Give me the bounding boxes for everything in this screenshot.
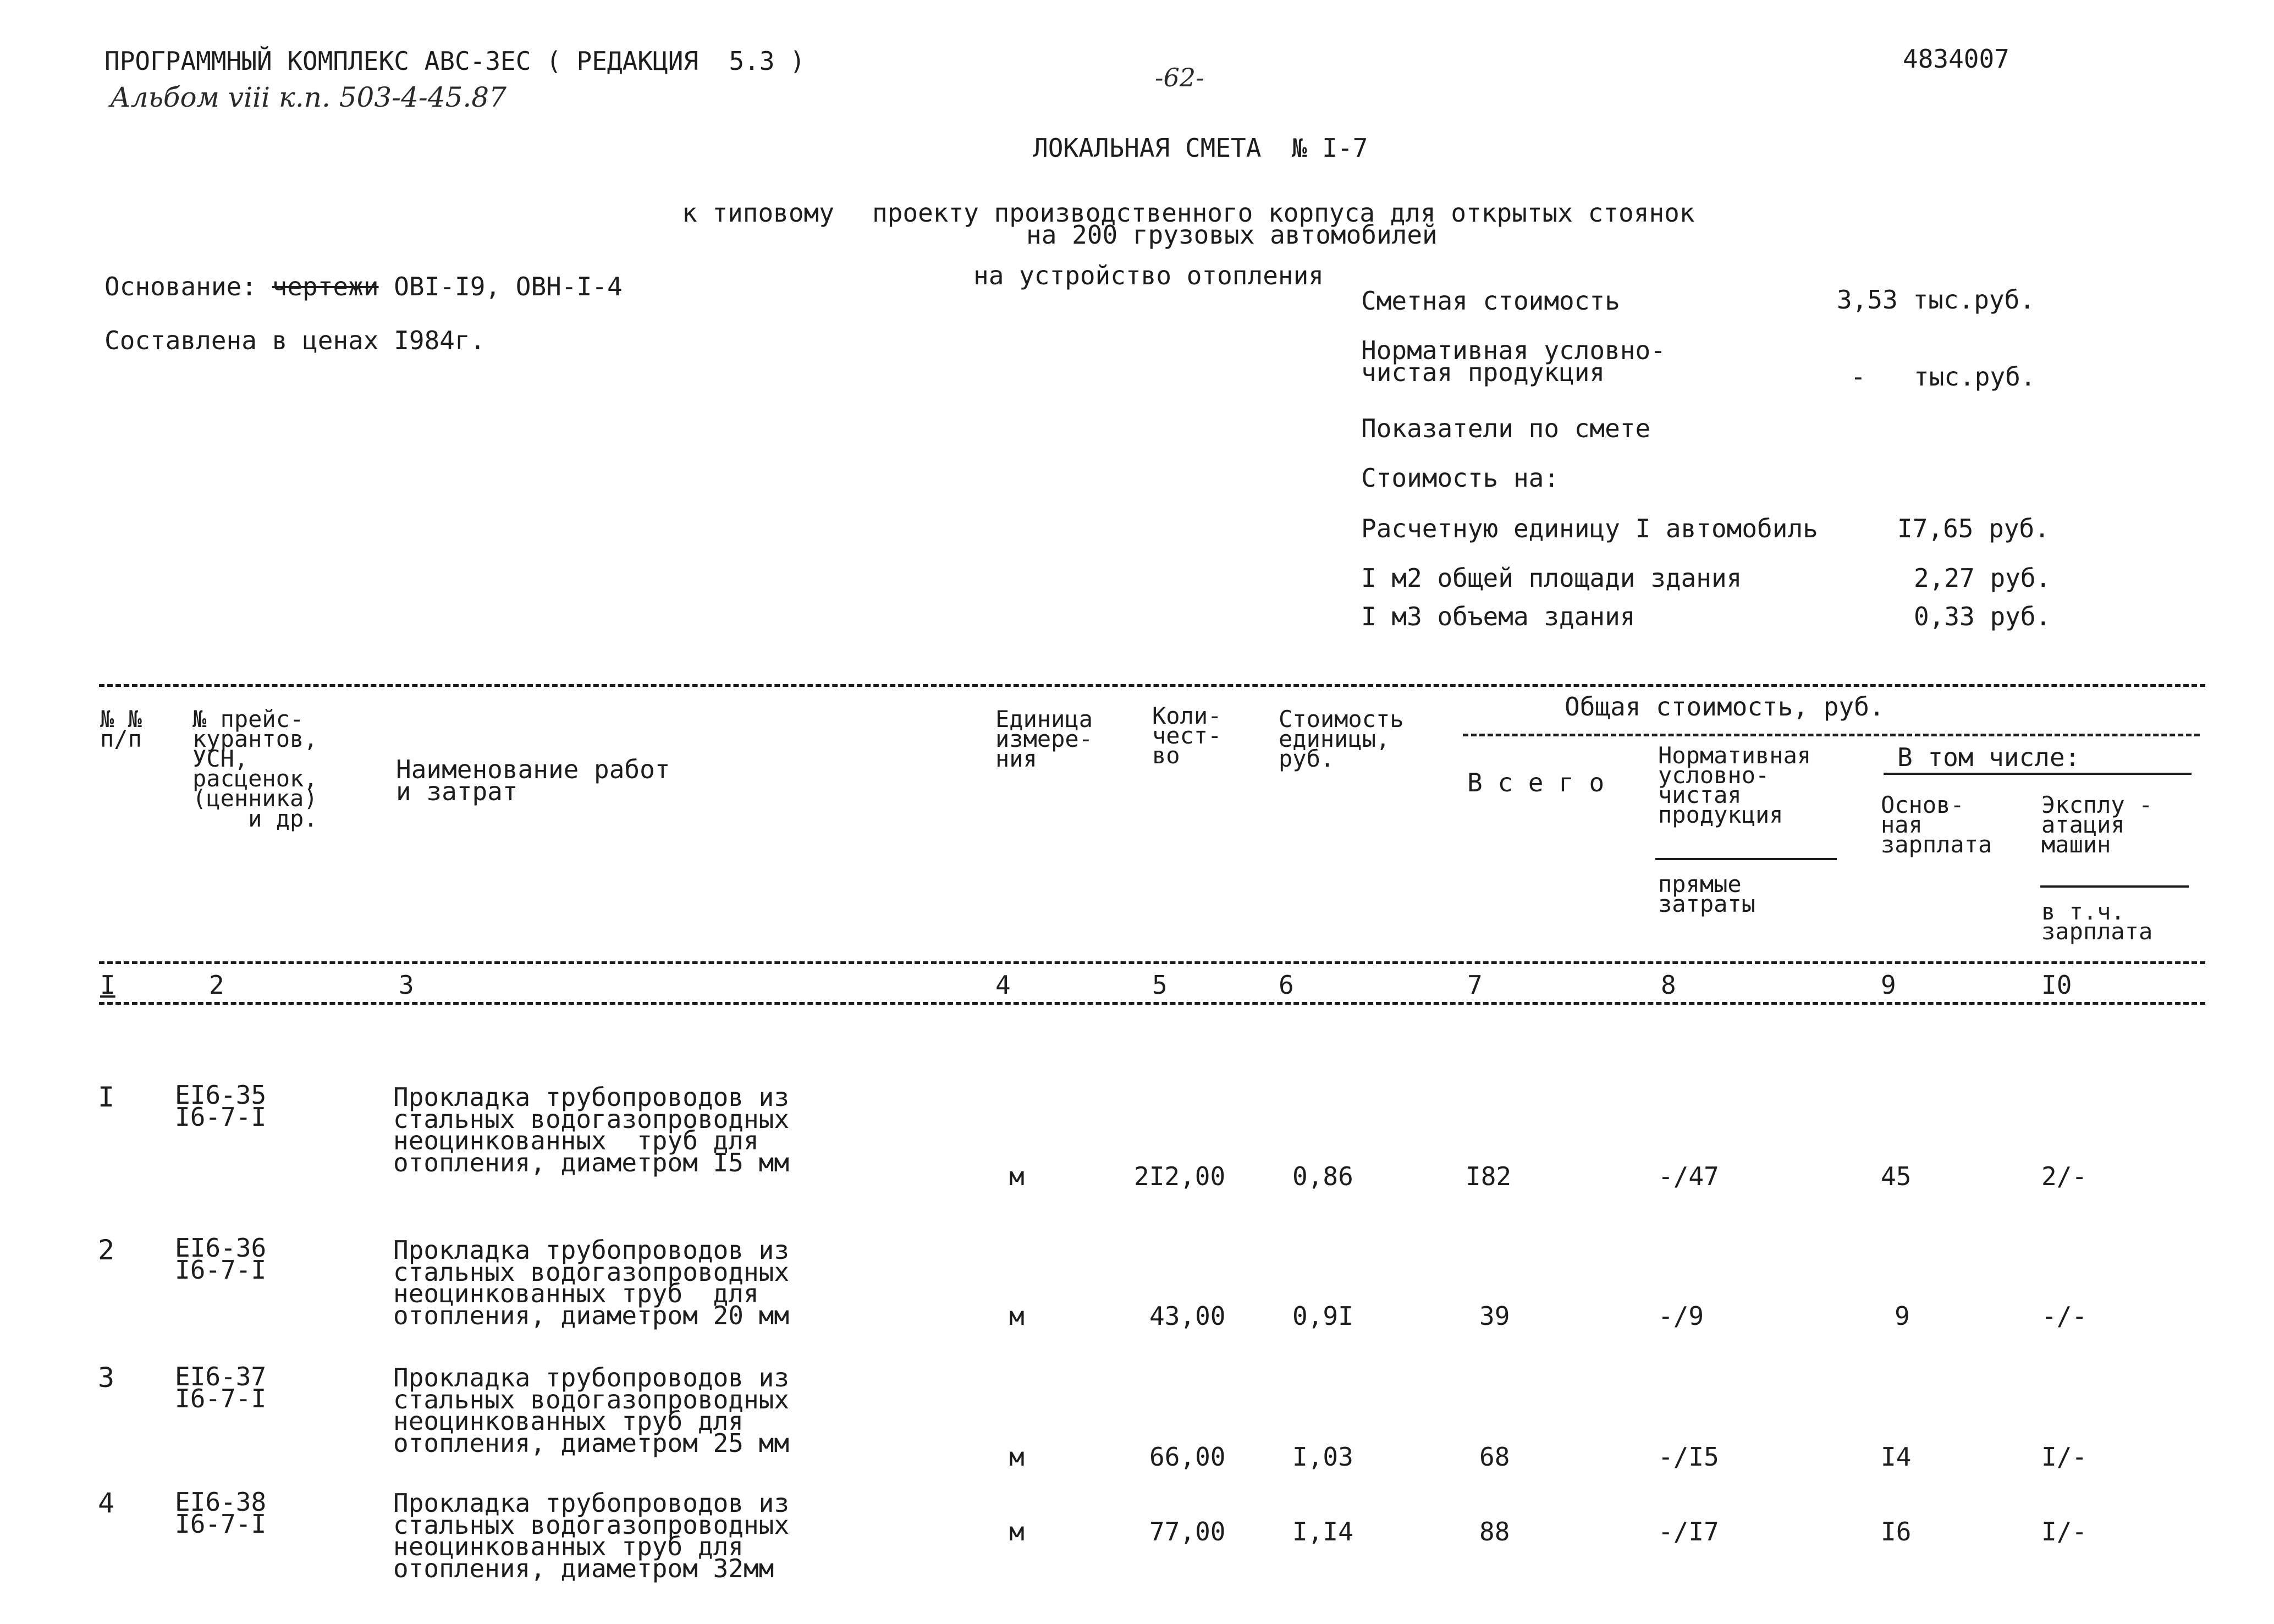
row-4-num: 4 (98, 1487, 115, 1519)
per-unit-value: I7,65 руб. (1897, 514, 2050, 543)
row-2-qty: 43,00 (1149, 1301, 1226, 1331)
row-1-total: I82 (1466, 1161, 1512, 1191)
row-1-num: I (98, 1081, 115, 1113)
row-3-qty: 66,00 (1149, 1442, 1226, 1472)
estimated-cost-value: 3,53 тыс.руб. (1837, 285, 2035, 315)
project-line-2: на 200 грузовых автомобилей (1026, 220, 1438, 250)
basis-struck-word: чертежи (272, 272, 379, 301)
header-qty: Коли- чест- во (1152, 702, 1222, 769)
column-number-6: 6 (1279, 970, 1294, 1000)
header-direct-costs: прямые затраты (1658, 871, 1756, 918)
column-number-2: 2 (209, 970, 224, 1000)
cost-on-label: Стоимость на: (1361, 463, 1560, 493)
row-1-norm: -/47 (1658, 1161, 1719, 1191)
basis-label: Основание: (104, 272, 257, 301)
estimated-cost-label: Сметная стоимость (1361, 286, 1620, 316)
header-name: Наименование работ и затрат (396, 755, 670, 806)
incl-rule (1884, 773, 2192, 775)
row-1-machines: 2/- (2041, 1161, 2088, 1191)
header-wage: Основ- ная зарплата (1881, 791, 1992, 858)
column-number-7: 7 (1467, 970, 1483, 1000)
row-2-machines: -/- (2041, 1301, 2088, 1331)
row-2-num: 2 (98, 1234, 115, 1266)
row-3-total: 68 (1479, 1442, 1510, 1472)
header-machines: Эксплу - атация машин (2041, 791, 2153, 858)
row-1-price: 0,86 (1292, 1161, 1353, 1191)
page-number: -62- (1155, 63, 1204, 92)
row-4-unit: м (1009, 1517, 1025, 1546)
row-3-norm: -/I5 (1658, 1442, 1719, 1472)
row-4-name: Прокладка трубопроводов из стальных водогазопроводных неоцинкованных труб для отопления, диаметром 32мм (393, 1488, 790, 1583)
row-4-price: I,I4 (1292, 1517, 1353, 1546)
row-4-machines: I/- (2041, 1517, 2088, 1546)
header-machines-wage: в т.ч. зарплата (2041, 898, 2153, 945)
table-top-rule (99, 684, 2205, 687)
prices-note: Составлена в ценах I984г. (104, 326, 486, 355)
header-unit: Единица измере- ния (995, 706, 1093, 773)
per-m3-label: I м3 объема здания (1361, 602, 1636, 631)
column-number-3: 3 (399, 970, 414, 1000)
header-codes: № прейс- курантов, УСН, расценок, (ценника) и др. (192, 706, 318, 832)
estimate-title: ЛОКАЛЬНАЯ СМЕТА № I-7 (1033, 133, 1368, 163)
column-number-5: 5 (1152, 970, 1168, 1000)
row-2-wage: 9 (1895, 1301, 1910, 1331)
indicators-label: Показатели по смете (1361, 414, 1651, 443)
machines-rule (2040, 885, 2189, 888)
header-norm-product: Нормативная условно- чистая продукция (1658, 742, 1812, 829)
row-3-unit: м (1009, 1442, 1025, 1472)
estimate-purpose: на устройство отопления (973, 261, 1324, 290)
row-4-code: ЕI6-38 I6-7-I (175, 1487, 267, 1539)
row-2-norm: -/9 (1658, 1301, 1704, 1331)
column-number-9: 9 (1881, 970, 1896, 1000)
row-1-qty: 2I2,00 (1134, 1161, 1226, 1191)
column-number-1: I (100, 970, 115, 1000)
row-4-total: 88 (1479, 1517, 1510, 1546)
total-group-rule (1463, 734, 2200, 736)
row-1-unit: м (1009, 1161, 1025, 1191)
program-title: ПРОГРАММНЫЙ КОМПЛЕКС АВС-ЗЕС ( РЕДАКЦИЯ 5.3 ) (104, 46, 805, 76)
header-total: В с е г о (1467, 768, 1605, 797)
per-m3-value: 0,33 руб. (1914, 602, 2051, 631)
row-3-name: Прокладка трубопроводов из стальных водогазопроводных неоцинкованных труб для отопления, диаметром 25 мм (393, 1363, 790, 1458)
project-prefix: к типовому (682, 198, 834, 228)
row-1-code: ЕI6-35 I6-7-I (175, 1080, 267, 1132)
row-3-code: ЕI6-37 I6-7-I (175, 1362, 267, 1413)
basis-line (104, 274, 623, 299)
row-4-norm: -/I7 (1658, 1517, 1719, 1546)
norm-product-dash: - (1851, 362, 1866, 392)
row-2-total: 39 (1479, 1301, 1510, 1331)
document-code: 4834007 (1903, 44, 2009, 74)
per-m2-value: 2,27 руб. (1914, 563, 2051, 593)
row-3-price: I,03 (1292, 1442, 1353, 1472)
per-m2-label: I м2 общей площади здания (1361, 563, 1742, 593)
row-4-qty: 77,00 (1149, 1517, 1226, 1546)
column-number-8: 8 (1661, 970, 1676, 1000)
column-number-4: 4 (995, 970, 1011, 1000)
row-3-num: 3 (98, 1362, 115, 1394)
row-3-wage: I4 (1881, 1442, 1912, 1472)
row-3-machines: I/- (2041, 1442, 2088, 1472)
norm-rule (1655, 858, 1837, 860)
column-numbers-rule (99, 1002, 2205, 1005)
header-num: № № п/п (100, 706, 142, 753)
per-unit-label: Расчетную единицу I автомобиль (1361, 514, 1818, 543)
header-unit-cost: Стоимость единицы, руб. (1279, 706, 1404, 773)
row-4-wage: I6 (1881, 1517, 1912, 1546)
header-bottom-rule (99, 961, 2205, 964)
row-2-code: ЕI6-36 I6-7-I (175, 1233, 267, 1285)
row-2-price: 0,9I (1292, 1301, 1353, 1331)
basis-value: ОВI-I9, ОВН-I-4 (394, 272, 623, 301)
row-1-wage: 45 (1881, 1161, 1912, 1191)
project-line-1: проекту производственного корпуса для открытых стоянок (872, 198, 1695, 228)
column-number-10: I0 (2041, 970, 2072, 1000)
row-2-name: Прокладка трубопроводов из стальных водогазопроводных неоцинкованных труб для отопления, диаметром 20 мм (393, 1235, 790, 1330)
norm-product-unit: тыс.руб. (1914, 362, 2036, 392)
header-incl: В том числе: (1897, 742, 2080, 772)
row-1-name: Прокладка трубопроводов из стальных водогазопроводных неоцинкованных труб для отопления, диаметром I5 мм (393, 1082, 790, 1177)
header-total-group: Общая стоимость, руб. (1565, 692, 1885, 722)
norm-product-label: Нормативная условно- чистая продукция (1361, 335, 1666, 387)
row-2-unit: м (1009, 1301, 1025, 1331)
album-handwritten-note: Альбом viii к.п. 503-4-45.87 (110, 81, 506, 113)
